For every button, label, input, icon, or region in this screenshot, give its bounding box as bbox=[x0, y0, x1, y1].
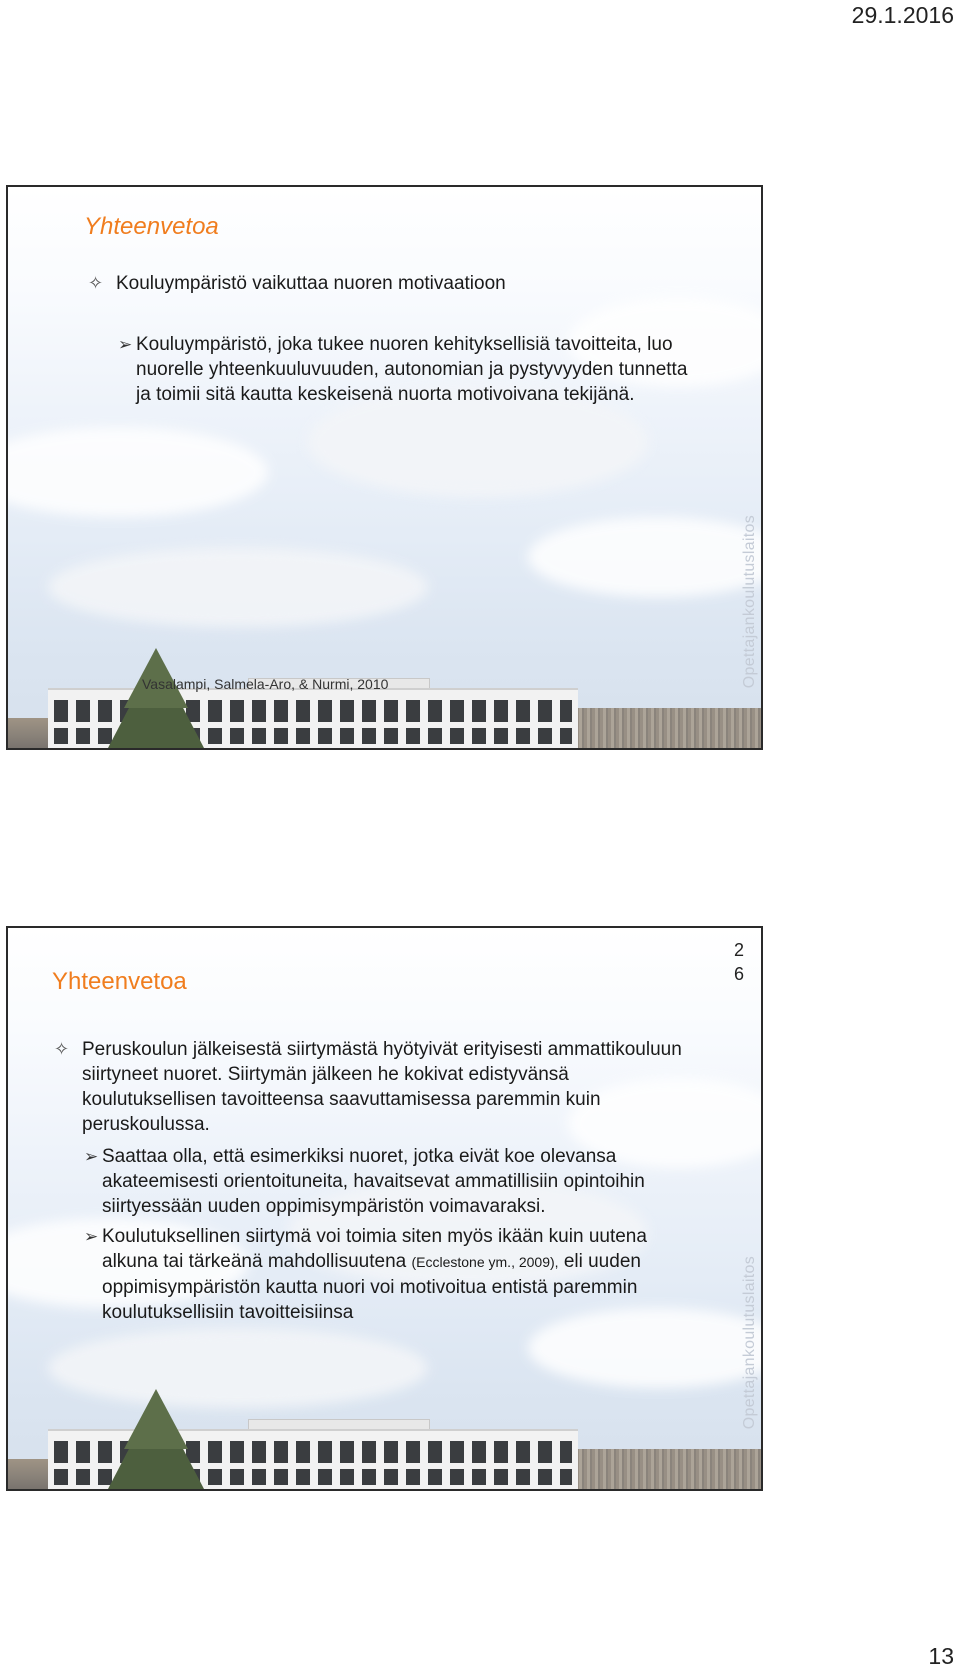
sub-bullet-item bbox=[118, 332, 696, 407]
arrow-bullet-icon: ➢ bbox=[84, 1227, 99, 1246]
treeline bbox=[8, 718, 48, 748]
bullet-item bbox=[88, 271, 676, 296]
cloud-decoration bbox=[48, 1328, 428, 1408]
cloud-decoration bbox=[528, 517, 763, 597]
diamond-bullet-icon: ✧ bbox=[88, 273, 104, 293]
bullet-item bbox=[54, 1037, 682, 1137]
page-date: 29.1.2016 bbox=[851, 2, 954, 28]
slide-title: Yhteenvetoa bbox=[52, 968, 187, 995]
arrow-bullet-icon: ➢ bbox=[84, 1147, 99, 1166]
inline-citation: (Ecclestone ym., 2009), bbox=[411, 1254, 559, 1270]
sub-bullet-text: Kouluympäristö, joka tukee nuoren kehityksellisiä tavoitteita, luo nuorelle yhteenkuuluvuuden, autonomian ja pystyvyyden tunnetta ja toimii sitä kautta keskeisenä nuorta motivoivana tekijänä. bbox=[136, 334, 688, 405]
sub-bullet-text: Koulutuksellinen siirtymä voi toimia siten myös ikään kuin uutena alkuna tai tärkeänä mahdollisuutena bbox=[102, 1226, 647, 1272]
treeline bbox=[8, 1459, 48, 1489]
sub-bullet-item bbox=[84, 1224, 702, 1325]
building-photo bbox=[8, 1411, 761, 1489]
slide-number bbox=[734, 938, 744, 986]
treeline bbox=[568, 1449, 761, 1489]
diamond-bullet-icon: ✧ bbox=[54, 1039, 70, 1059]
slide-number-digit: 6 bbox=[734, 964, 745, 984]
treeline bbox=[568, 708, 761, 748]
slide-2 bbox=[6, 926, 763, 1491]
slide-title: Yhteenvetoa bbox=[84, 213, 219, 240]
citation: Vasalampi, Salmela-Aro, & Nurmi, 2010 bbox=[142, 676, 389, 692]
sub-bullet-text: eli uuden oppimisympäristön kautta nuori voi motivoitua entistä paremmin koulutuksellisiin tavoitteisiinsa bbox=[102, 1251, 641, 1323]
page-number: 13 bbox=[928, 1643, 954, 1669]
slide-number-digit: 2 bbox=[734, 940, 745, 960]
sub-bullet-text: Saattaa olla, että esimerkiksi nuoret, jotka eivät koe olevansa akateemisesti orientoituneita, havaitsevat ammatillisiin opintoihin siirtyessään uuden oppimisympäristön voimavaraksi. bbox=[102, 1146, 645, 1217]
sub-bullet-item bbox=[84, 1144, 702, 1219]
arrow-bullet-icon: ➢ bbox=[118, 335, 133, 354]
pine-tree bbox=[124, 1389, 188, 1449]
cloud-decoration bbox=[6, 427, 268, 517]
institution-watermark: Opettajankoulutuslaitos bbox=[741, 1255, 758, 1429]
institution-watermark: Opettajankoulutuslaitos bbox=[741, 514, 758, 688]
bullet-text: Peruskoulun jälkeisestä siirtymästä hyötyivät erityisesti ammattikouluun siirtyneet nuoret. Siirtymän jälkeen he kokivat edistyvänsä koulutuksellisen tavoitteensa saavuttamisessa paremmin kuin peruskoulussa. bbox=[82, 1039, 682, 1135]
bullet-text: Kouluympäristö vaikuttaa nuoren motivaatioon bbox=[116, 273, 506, 294]
cloud-decoration bbox=[48, 547, 428, 627]
slide-1 bbox=[6, 185, 763, 750]
